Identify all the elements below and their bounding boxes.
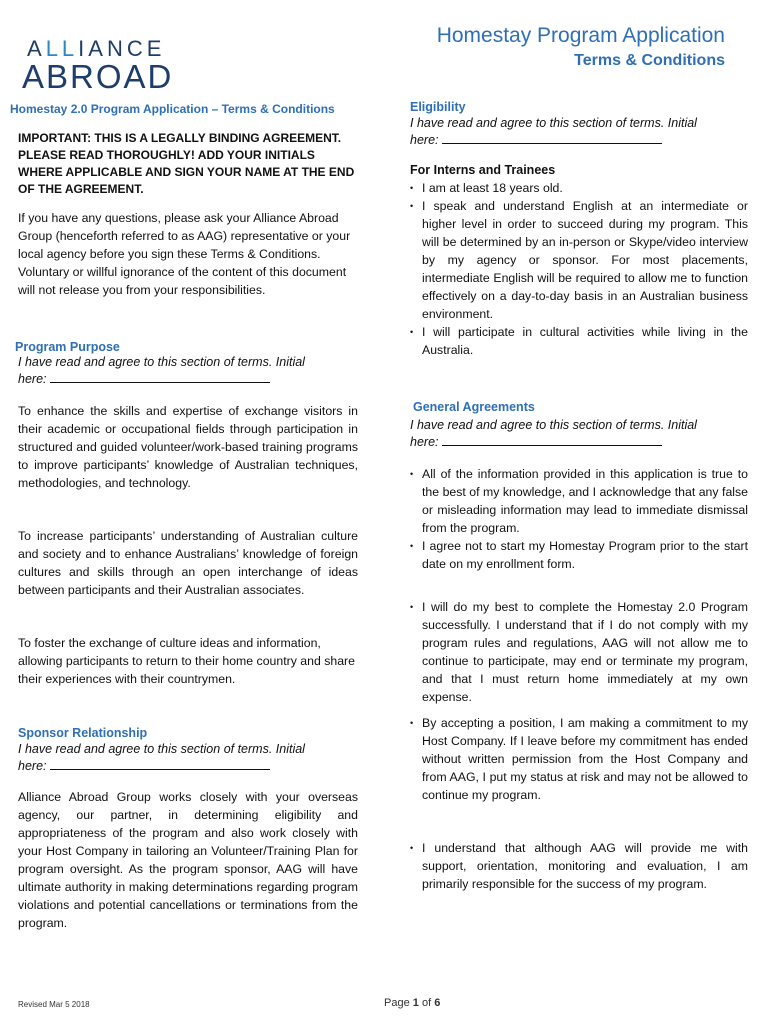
page-subtitle: Terms & Conditions xyxy=(574,52,725,69)
general-list-2 xyxy=(410,598,748,706)
sponsor-initial: I have read and agree to this section of terms. Initial here: xyxy=(18,742,305,773)
list-item: • All of the information provided in this application is true to the best of my knowledge, and I acknowledge that any false or misleading information may lead to immediate dismissal from the program. xyxy=(410,467,748,535)
revision-date: Revised Mar 5 2018 xyxy=(18,1000,90,1009)
eligibility-heading: Eligibility xyxy=(410,100,466,114)
general-initial: I have read and agree to this section of terms. Initial here: xyxy=(410,418,697,449)
program-purpose-heading: Program Purpose xyxy=(15,340,120,354)
sponsor-heading: Sponsor Relationship xyxy=(18,726,148,740)
eligibility-initial: I have read and agree to this section of terms. Initial here: xyxy=(410,116,697,147)
page-title: Homestay Program Application xyxy=(436,24,725,47)
intro-paragraph: If you have any questions, please ask your Alliance Abroad Group (henceforth referred to as AAG) representative or your local agency before you sign these Terms & Conditions. Voluntary or willful ignorance of the content of this document will not release you from your responsibilities. xyxy=(18,211,351,297)
general-list-3 xyxy=(410,714,748,804)
initial-field-sponsor[interactable] xyxy=(50,758,270,770)
general-agreements-heading: General Agreements xyxy=(413,400,535,414)
purpose-paragraph-3: To foster the exchange of culture ideas and information, allowing participants to return to their home country and share their experiences with their countrymen. xyxy=(18,636,355,686)
list-item: • By accepting a position, I am making a commitment to my Host Company. If I leave before my commitment has ended without written permission from the Host Company and from AAG, I put my status at risk and may not be allowed to continue my program. xyxy=(410,716,748,802)
initial-field-purpose[interactable] xyxy=(50,371,270,383)
list-item: • I understand that although AAG will provide me with support, orientation, monitoring and evaluation, I am primarily responsible for the success of my program. xyxy=(410,841,748,891)
list-item: • I will participate in cultural activities while living in the Australia. xyxy=(410,325,748,357)
interns-trainees-heading: For Interns and Trainees xyxy=(410,163,556,177)
sponsor-paragraph: Alliance Abroad Group works closely with your overseas agency, our partner, in determining eligibility and appropriateness of the program and also work closely with your Host Company in tailoring an Volunteer/Training Plan for program oversight. As the program sponsor, AAG will have ultimate authority in making determinations regarding program violations and potential cancellations or terminations from the program. xyxy=(18,790,358,930)
list-item: • I speak and understand English at an intermediate or higher level in order to succeed during my program. This will be determined by an in-person or Skype/video interview by my agency or sponsor. For most placements, intermediate English will be required to allow me to function effectively on a day-to-day basis in an Australian business environment. xyxy=(410,199,748,321)
program-purpose-initial: I have read and agree to this section of terms. Initial here: xyxy=(18,355,305,386)
important-notice: IMPORTANT: THIS IS A LEGALLY BINDING AGREEMENT. PLEASE READ THOROUGHLY! ADD YOUR INITIALS WHERE APPLICABLE AND SIGN YOUR NAME AT THE END OF THE AGREEMENT. xyxy=(18,131,355,196)
eligibility-list xyxy=(410,179,748,359)
page-number: Page 1 of 6 xyxy=(384,997,441,1009)
logo-abroad: ABROAD xyxy=(22,58,174,95)
list-item: • I agree not to start my Homestay Program prior to the start date on my enrollment form. xyxy=(410,539,748,571)
purpose-paragraph-2: To increase participants’ understanding of Australian culture and society and to enhance Australians’ knowledge of foreign cultures and skills through an open interchange of ideas between participants and their Australian associates. xyxy=(18,529,358,597)
initial-field-eligibility[interactable] xyxy=(442,132,662,144)
logo-alliance: ALLIANCE xyxy=(27,36,166,61)
list-item: • I am at least 18 years old. xyxy=(410,181,563,195)
initial-field-general[interactable] xyxy=(442,434,662,446)
purpose-paragraph-1: To enhance the skills and expertise of exchange visitors in their academic or occupational fields through participation in structured and guided volunteer/work-based training programs to improve participants’ knowledge of Australian techniques, methodologies, and technology. xyxy=(18,404,358,490)
list-item: • I will do my best to complete the Homestay 2.0 Program successfully. I understand that if I do not comply with my program rules and regulations, AAG will not allow me to continue to participate, may end or terminate my program, and that I must return home immediately at my own expense. xyxy=(410,600,748,704)
general-list-4 xyxy=(410,839,748,893)
document-subtitle: Homestay 2.0 Program Application – Terms & Conditions xyxy=(10,102,335,116)
general-list xyxy=(410,465,748,573)
